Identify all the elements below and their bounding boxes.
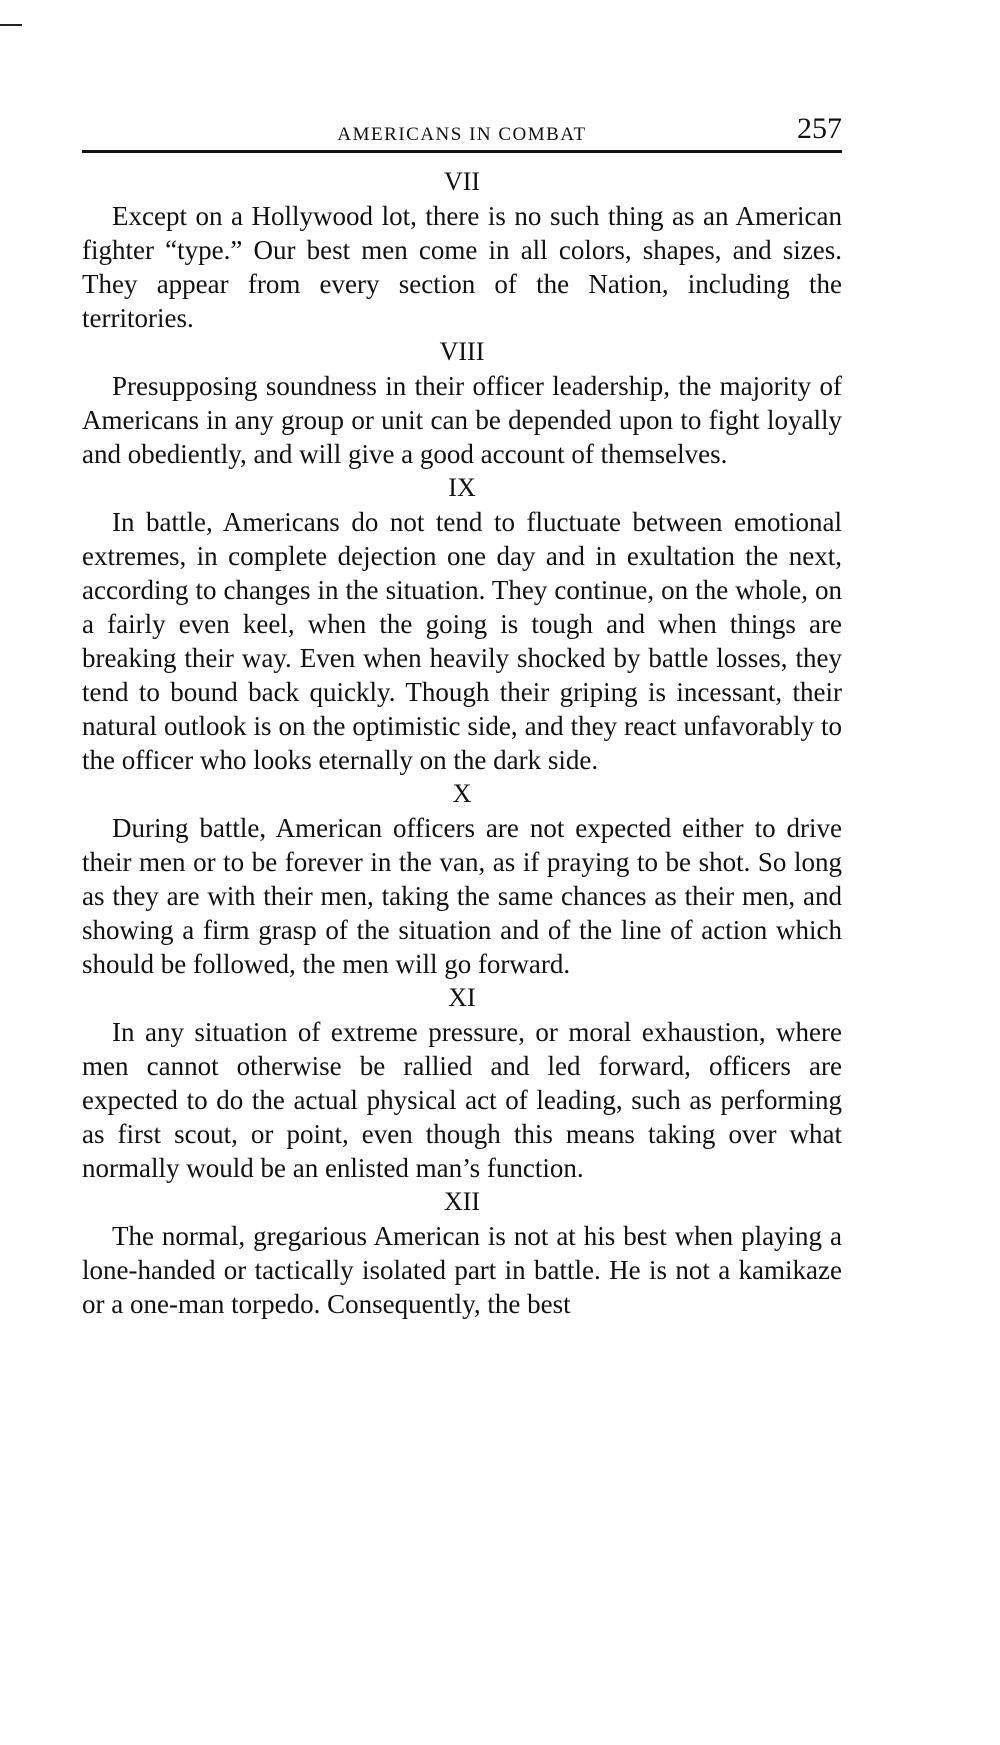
section-xi [82, 981, 842, 1185]
section-paragraph: During battle, American officers are not expected either to drive their men or to be forever in the van, as if praying to be shot. So long as they are with their men, taking the same chances as their men, and showing a firm grasp of the situation and of the line of action which should be followed, the men will go forward. [82, 813, 842, 979]
section-paragraph: Except on a Hollywood lot, there is no such thing as an American fighter “type.” Our best men come in all colors, shapes, and sizes. They appear from every section of the Nation, including the territories. [82, 201, 842, 333]
page-number: 257 [797, 112, 842, 145]
book-page [82, 112, 842, 1321]
section-x [82, 777, 842, 981]
header-rule [82, 150, 842, 153]
section-numeral: X [452, 779, 472, 808]
section-numeral: XI [448, 983, 476, 1012]
section-paragraph: In any situation of extreme pressure, or moral exhaustion, where men cannot otherwise be rallied and led forward, officers are expected to do the actual physical act of leading, such as performing as first scout, or point, even though this means taking over what normally would be an enlisted man’s function. [82, 1017, 842, 1183]
section-numeral: VIII [439, 337, 485, 366]
section-paragraph: The normal, gregarious American is not at his best when playing a lone-handed or tactically isolated part in battle. He is not a kamikaze or a one-man torpedo. Consequently, the best [82, 1221, 842, 1319]
section-numeral: IX [448, 473, 476, 502]
section-paragraph: In battle, Americans do not tend to fluctuate between emotional extremes, in complete dejection one day and in exultation the next, according to changes in the situation. They continue, on the whole, on a fairly even keel, when the going is tough and when things are breaking their way. Even when heavily shocked by battle losses, they tend to bound back quickly. Though their griping is incessant, their natural outlook is on the optimistic side, and they react unfavorably to the officer who looks eternally on the dark side. [82, 507, 842, 775]
section-numeral: VII [443, 167, 481, 196]
section-viii [82, 335, 842, 471]
section-xii [82, 1185, 842, 1321]
running-title: AMERICANS IN COMBAT [337, 124, 587, 145]
section-vii [82, 165, 842, 335]
scan-corner-mark [0, 24, 22, 26]
section-paragraph: Presupposing soundness in their officer leadership, the majority of Americans in any group or unit can be depended upon to fight loyally and obediently, and will give a good account of themselves. [82, 371, 842, 469]
section-numeral: XII [443, 1187, 481, 1216]
running-head [82, 112, 842, 150]
section-ix [82, 471, 842, 777]
